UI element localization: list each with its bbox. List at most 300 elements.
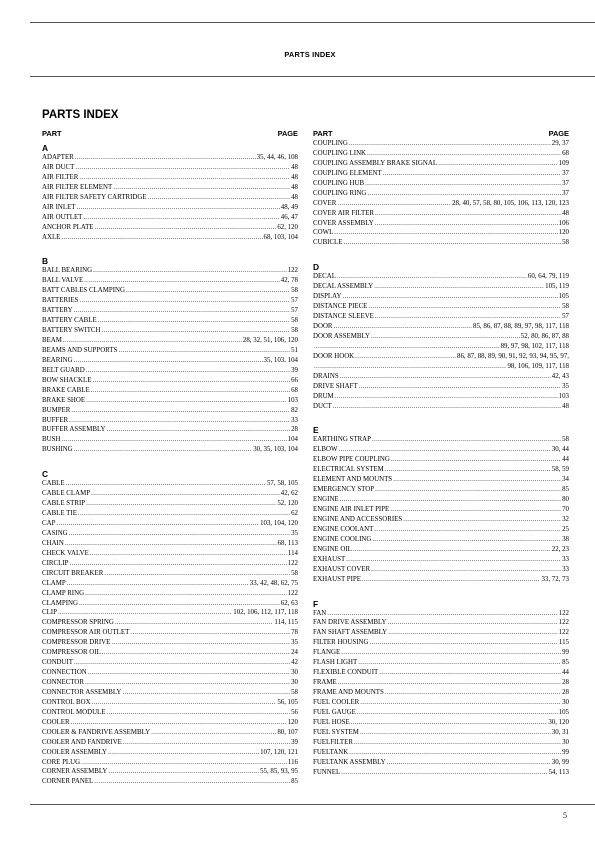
page-refs: 37 xyxy=(562,189,569,197)
page-refs: 70 xyxy=(562,506,569,513)
index-entry xyxy=(42,569,298,579)
index-entry xyxy=(313,658,569,668)
part-name: COOLER & FANDRIVE ASSEMBLY xyxy=(42,728,151,736)
dot-leader xyxy=(365,179,561,189)
page-refs: 48 xyxy=(291,173,298,181)
index-entry xyxy=(42,738,298,748)
dot-leader xyxy=(387,618,557,628)
index-entry xyxy=(313,728,569,738)
index-entry xyxy=(42,326,298,336)
part-name: ELBOW xyxy=(313,446,338,454)
dot-leader xyxy=(58,608,232,618)
page-refs: 58 xyxy=(562,303,569,311)
page-refs: 35 xyxy=(291,529,298,537)
dot-leader xyxy=(94,777,290,787)
part-name: BUFFER ASSEMBLY xyxy=(42,426,106,434)
page-refs: 29, 37 xyxy=(551,140,569,147)
dot-leader xyxy=(56,519,259,529)
dot-leader xyxy=(346,555,561,565)
part-name: CIRCUIT BREAKER xyxy=(42,569,104,577)
index-section xyxy=(42,256,298,455)
index-entry xyxy=(42,296,298,306)
page-refs: 58 xyxy=(291,327,298,335)
page-refs: 58 xyxy=(291,688,298,696)
part-name: COMPRESSOR OIL xyxy=(42,649,101,657)
dot-leader xyxy=(374,282,544,292)
part-name: DECAL xyxy=(313,273,336,281)
index-entry xyxy=(42,425,298,435)
page-refs: 122 xyxy=(558,629,569,637)
dot-leader xyxy=(438,159,558,169)
index-entry xyxy=(42,306,298,316)
dot-leader xyxy=(85,589,287,599)
page-refs: 33 xyxy=(291,416,298,424)
dot-leader xyxy=(403,515,561,525)
part-name: FAN xyxy=(313,609,327,617)
part-name: COMPRESSOR SPRING xyxy=(42,619,114,627)
page-refs: 85 xyxy=(562,486,569,494)
page-column-label: PAGE xyxy=(548,129,569,138)
page-refs: 25 xyxy=(562,525,569,533)
dot-leader xyxy=(385,688,561,698)
part-name: ENGINE COOLANT xyxy=(313,525,374,533)
page-refs: 28 xyxy=(291,426,298,434)
index-entry xyxy=(42,406,298,416)
part-name: EXHAUST COVER xyxy=(313,565,371,573)
dot-leader xyxy=(86,499,276,509)
dot-leader xyxy=(69,559,286,569)
dot-leader xyxy=(374,525,561,535)
index-entry xyxy=(42,608,298,618)
index-entry xyxy=(42,658,298,668)
index-entry xyxy=(42,539,298,549)
index-entry xyxy=(42,668,298,678)
page-refs: 85, 86, 87, 88, 89, 97, 98, 117, 118 xyxy=(473,323,569,330)
dot-leader xyxy=(355,352,456,362)
page-refs: 102, 106, 112, 117, 118 xyxy=(233,609,298,617)
index-section xyxy=(313,425,569,584)
index-entry xyxy=(42,767,298,777)
part-name: AIR FILTER SAFETY CARTRIDGE xyxy=(42,193,147,201)
index-entry xyxy=(313,708,569,718)
dot-leader xyxy=(66,479,266,489)
page-refs: 22, 23 xyxy=(551,545,569,553)
index-entry xyxy=(42,336,298,346)
index-entry xyxy=(313,312,569,322)
part-name: COOLER AND FANDRIVE xyxy=(42,738,122,746)
index-entry xyxy=(42,316,298,326)
part-name: CABLE CLAMP xyxy=(42,490,91,498)
part-name: ELECTRICAL SYSTEM xyxy=(313,466,384,474)
page-number: 5 xyxy=(563,811,567,820)
part-name: COUPLING HUB xyxy=(313,179,365,187)
page-refs: 107, 120, 121 xyxy=(260,748,298,756)
page-refs: 28, 40, 57, 58, 80, 105, 106, 113, 120, 123 xyxy=(452,199,569,207)
index-entry xyxy=(42,386,298,396)
dot-leader xyxy=(122,688,290,698)
index-entry xyxy=(313,149,569,159)
dot-leader xyxy=(91,386,290,396)
part-name: FAN SHAFT ASSEMBLY xyxy=(313,629,388,637)
index-entry xyxy=(42,618,298,628)
dot-leader xyxy=(61,435,286,445)
dot-leader xyxy=(71,406,290,416)
index-column-left xyxy=(42,128,298,787)
part-name: COUPLING LINK xyxy=(313,149,367,157)
page-refs: 60, 64, 79, 119 xyxy=(527,273,569,281)
page-refs: 58, 59 xyxy=(551,466,569,474)
dot-leader xyxy=(383,169,561,179)
page-refs: 51 xyxy=(291,346,298,354)
dot-leader xyxy=(358,658,561,668)
page-refs: 33 xyxy=(562,555,569,563)
dot-leader xyxy=(351,718,548,728)
page-refs: 66 xyxy=(291,376,298,384)
index-entry xyxy=(313,352,569,362)
part-name: CLAMPING xyxy=(42,599,78,607)
page-refs: 120 xyxy=(558,229,569,237)
index-entry xyxy=(313,435,569,445)
index-entry xyxy=(42,396,298,406)
dot-leader xyxy=(102,326,291,336)
index-entry xyxy=(42,748,298,758)
part-name: CLIP xyxy=(42,609,57,617)
page-refs: 56 xyxy=(291,708,298,716)
index-entry xyxy=(42,549,298,559)
index-entry xyxy=(42,183,298,193)
index-entry xyxy=(313,228,569,238)
dot-leader xyxy=(83,213,279,223)
dot-leader xyxy=(148,193,291,203)
page-refs: 68, 113 xyxy=(277,539,298,547)
page-refs: 99 xyxy=(562,649,569,657)
part-name: COOLER xyxy=(42,718,70,726)
dot-leader xyxy=(367,189,561,199)
footer-rule xyxy=(30,804,595,805)
page-refs: 58 xyxy=(291,287,298,295)
index-entry xyxy=(42,509,298,519)
dot-leader xyxy=(75,163,290,173)
dot-leader xyxy=(88,668,290,678)
part-name: BALL VALVE xyxy=(42,277,84,285)
part-name: FUEL GAUGE xyxy=(313,708,356,716)
page-refs: 37 xyxy=(562,169,569,177)
part-name: ENGINE COOLING xyxy=(313,535,372,543)
page-refs: 122 xyxy=(558,619,569,627)
part-name: FUELTANK ASSEMBLY xyxy=(313,758,386,766)
page-refs: 30, 31 xyxy=(551,728,569,736)
dot-leader xyxy=(379,668,561,678)
index-entry xyxy=(42,599,298,609)
index-entry xyxy=(313,238,569,248)
part-name: DRIVE SHAFT xyxy=(313,382,358,390)
dot-leader xyxy=(74,658,290,668)
dot-leader xyxy=(339,445,551,455)
part-name: FUEL HOSE xyxy=(313,718,350,726)
part-name: AXLE xyxy=(42,233,61,241)
dot-leader xyxy=(98,316,290,326)
page-refs: 28 xyxy=(562,679,569,687)
dot-leader xyxy=(84,276,280,286)
index-entry xyxy=(42,416,298,426)
part-name: COWL xyxy=(313,229,334,237)
page-refs: 78 xyxy=(291,629,298,637)
page-refs: 48 xyxy=(291,163,298,171)
part-name: AIR FILTER ELEMENT xyxy=(42,183,113,191)
index-entry xyxy=(42,758,298,768)
part-name: COUPLING xyxy=(313,140,348,147)
part-name: BATT CABLES CLAMPING xyxy=(42,287,125,295)
part-name: AIR DUCT xyxy=(42,163,75,171)
part-name: BOW SHACKLE xyxy=(42,376,92,384)
part-name: FUELFILTER xyxy=(313,738,353,746)
index-entry xyxy=(42,579,298,589)
index-entry xyxy=(313,555,569,565)
part-name: AIR INLET xyxy=(42,203,76,211)
index-entry xyxy=(313,362,569,372)
page-refs: 58 xyxy=(562,436,569,444)
page-refs: 57, 58, 105 xyxy=(266,480,298,488)
dot-leader xyxy=(79,599,280,609)
index-entry xyxy=(42,777,298,787)
page-refs: 35 xyxy=(562,382,569,390)
page-refs: 89, 97, 98, 102, 117, 118 xyxy=(500,342,569,350)
part-column-label: PART xyxy=(42,129,62,138)
dot-leader xyxy=(387,758,551,768)
dot-leader xyxy=(372,435,561,445)
dot-leader xyxy=(375,219,558,229)
page-refs: 48 xyxy=(562,209,569,217)
index-section xyxy=(313,599,569,778)
index-entry xyxy=(313,768,569,778)
part-name: BUMPER xyxy=(42,406,71,414)
dot-leader xyxy=(334,322,473,332)
header-rule xyxy=(30,76,595,77)
dot-leader xyxy=(390,505,561,515)
index-entry xyxy=(313,139,569,149)
page-refs: 30 xyxy=(291,679,298,686)
part-name: FLASH LIGHT xyxy=(313,659,358,667)
page-refs: 35, 103, 104 xyxy=(263,356,298,364)
dot-leader xyxy=(74,356,263,366)
part-name: FUELTANK xyxy=(313,748,349,756)
dot-leader xyxy=(123,738,290,748)
part-name: FLANGE xyxy=(313,649,341,657)
part-name: EXHAUST xyxy=(313,555,346,563)
part-name: DISPLAY xyxy=(313,293,342,301)
dot-leader xyxy=(71,718,287,728)
index-entry xyxy=(42,678,298,688)
part-name: BELT GUARD xyxy=(42,366,85,374)
page-refs: 44 xyxy=(562,456,569,464)
page-refs: 80 xyxy=(562,496,569,504)
part-name: FUNNEL xyxy=(313,768,341,776)
dot-leader xyxy=(342,292,557,302)
part-name: BUSH xyxy=(42,436,61,444)
section-letter: B xyxy=(42,256,49,267)
page-refs: 68 xyxy=(562,149,569,157)
page-refs: 122 xyxy=(287,559,298,567)
index-entry xyxy=(313,535,569,545)
dot-leader xyxy=(111,638,290,648)
index-entry xyxy=(313,465,569,475)
page-refs: 33, 42, 48, 62, 75 xyxy=(249,579,298,587)
part-name: DOOR xyxy=(313,323,333,330)
index-column-right xyxy=(313,128,569,777)
index-entry xyxy=(313,332,569,342)
index-entry xyxy=(42,223,298,233)
index-entry xyxy=(313,475,569,485)
index-section xyxy=(42,469,298,787)
sections xyxy=(313,139,569,777)
part-name: BATTERY xyxy=(42,307,73,315)
page-title: PARTS INDEX xyxy=(42,109,119,121)
dot-leader xyxy=(91,489,280,499)
dot-leader xyxy=(335,392,558,402)
dot-leader xyxy=(362,575,541,585)
page-refs: 39 xyxy=(291,738,298,746)
index-entry xyxy=(42,628,298,638)
index-entry xyxy=(313,609,569,619)
dot-leader xyxy=(108,748,259,758)
dot-leader xyxy=(78,509,290,519)
part-name: FAN DRIVE ASSEMBLY xyxy=(313,619,387,627)
part-name: FLEXIBLE CONDUIT xyxy=(313,669,379,677)
part-name: CIRCLIP xyxy=(42,559,69,567)
page-refs: 48, 49 xyxy=(280,203,298,211)
section-letter: F xyxy=(313,598,319,609)
page-refs: 58 xyxy=(562,239,569,247)
index-entry xyxy=(313,638,569,648)
dot-leader xyxy=(360,698,561,708)
index-entry xyxy=(313,282,569,292)
dot-leader xyxy=(340,495,561,505)
part-name: ELBOW PIPE COUPLING xyxy=(313,456,390,464)
part-name: COVER ASSEMBLY xyxy=(313,219,374,227)
dot-leader xyxy=(359,382,562,392)
part-name: COVER xyxy=(313,199,337,207)
part-name: CONNECTOR xyxy=(42,679,84,686)
page-refs: 85 xyxy=(562,659,569,667)
section-letter: E xyxy=(313,425,319,436)
dot-leader xyxy=(77,203,280,213)
index-entry xyxy=(42,499,298,509)
page-refs: 32 xyxy=(562,515,569,523)
dot-leader xyxy=(106,708,290,718)
dot-leader xyxy=(113,183,290,193)
part-name: DISTANCE PIECE xyxy=(313,303,368,311)
index-entry xyxy=(42,519,298,529)
index-entry xyxy=(42,728,298,738)
part-name: BUSHING xyxy=(42,446,73,454)
page-refs: 105 xyxy=(558,293,569,301)
part-name: BEAM xyxy=(42,337,62,344)
page-refs: 56, 105 xyxy=(277,698,298,706)
index-entry xyxy=(313,618,569,628)
index-entry xyxy=(313,628,569,638)
index-entry xyxy=(313,322,569,332)
page-refs: 48 xyxy=(291,193,298,201)
dot-leader xyxy=(333,402,561,412)
page-refs: 33, 72, 73 xyxy=(541,575,569,583)
part-name: CONDUIT xyxy=(42,659,74,667)
part-name: BATTERY CABLE xyxy=(42,317,97,325)
index-entry xyxy=(313,698,569,708)
page-refs: 120 xyxy=(287,718,298,726)
dot-leader xyxy=(388,628,558,638)
part-name: BEAMS AND SUPPORTS xyxy=(42,346,118,354)
index-entry xyxy=(313,392,569,402)
dot-leader xyxy=(102,648,290,658)
page-refs: 114, 115 xyxy=(274,619,298,627)
part-name: BRAKE SHOE xyxy=(42,396,86,404)
page-refs: 62 xyxy=(291,510,298,518)
dot-leader xyxy=(327,609,557,619)
page-refs: 122 xyxy=(558,609,569,617)
part-column-label: PART xyxy=(313,129,333,138)
index-entry xyxy=(42,435,298,445)
dot-leader xyxy=(372,535,561,545)
part-name: CHECK VALVE xyxy=(42,549,89,557)
dot-leader xyxy=(314,342,500,352)
page-refs: 103 xyxy=(558,392,569,400)
page-refs: 62, 120 xyxy=(277,223,298,231)
dot-leader xyxy=(371,332,520,342)
dot-leader xyxy=(360,728,551,738)
part-name: CASING xyxy=(42,529,68,537)
part-name: COVER AIR FILTER xyxy=(313,209,375,217)
page-refs: 42 xyxy=(291,659,298,667)
running-header: PARTS INDEX xyxy=(284,50,336,59)
part-name: BUFFER xyxy=(42,416,69,424)
index-entry xyxy=(313,292,569,302)
page-refs: 103, 104, 120 xyxy=(260,520,298,527)
page-refs: 35 xyxy=(291,639,298,647)
index-entry xyxy=(42,173,298,183)
page-refs: 48 xyxy=(562,402,569,410)
page-refs: 30, 35, 103, 104 xyxy=(253,446,298,454)
index-entry xyxy=(313,748,569,758)
page-refs: 115 xyxy=(558,639,569,647)
dot-leader xyxy=(92,376,290,386)
page-refs: 46, 47 xyxy=(280,213,298,221)
page-refs: 39 xyxy=(291,366,298,374)
index-entry xyxy=(42,163,298,173)
part-name: CORE PLUG xyxy=(42,758,81,766)
index-entry xyxy=(42,203,298,213)
index-entry xyxy=(313,545,569,555)
page-refs: 28 xyxy=(562,689,569,696)
index-entry xyxy=(42,356,298,366)
section-letter: D xyxy=(313,262,320,273)
part-name: ANCHOR PLATE xyxy=(42,223,94,231)
dot-leader xyxy=(369,638,557,648)
page-refs: 42, 62 xyxy=(280,490,298,498)
page-refs: 48 xyxy=(291,183,298,191)
part-name: CLAMP RING xyxy=(42,589,85,597)
page-refs: 85 xyxy=(291,778,298,786)
column-header xyxy=(42,128,298,139)
index-entry xyxy=(313,738,569,748)
page-refs: 68 xyxy=(291,386,298,394)
dot-leader xyxy=(353,545,551,555)
page-refs: 58 xyxy=(291,569,298,577)
page-refs: 99 xyxy=(562,748,569,756)
page-refs: 116 xyxy=(287,758,298,766)
dot-leader xyxy=(65,539,277,549)
dot-leader xyxy=(85,678,290,688)
page-refs: 30 xyxy=(291,669,298,677)
